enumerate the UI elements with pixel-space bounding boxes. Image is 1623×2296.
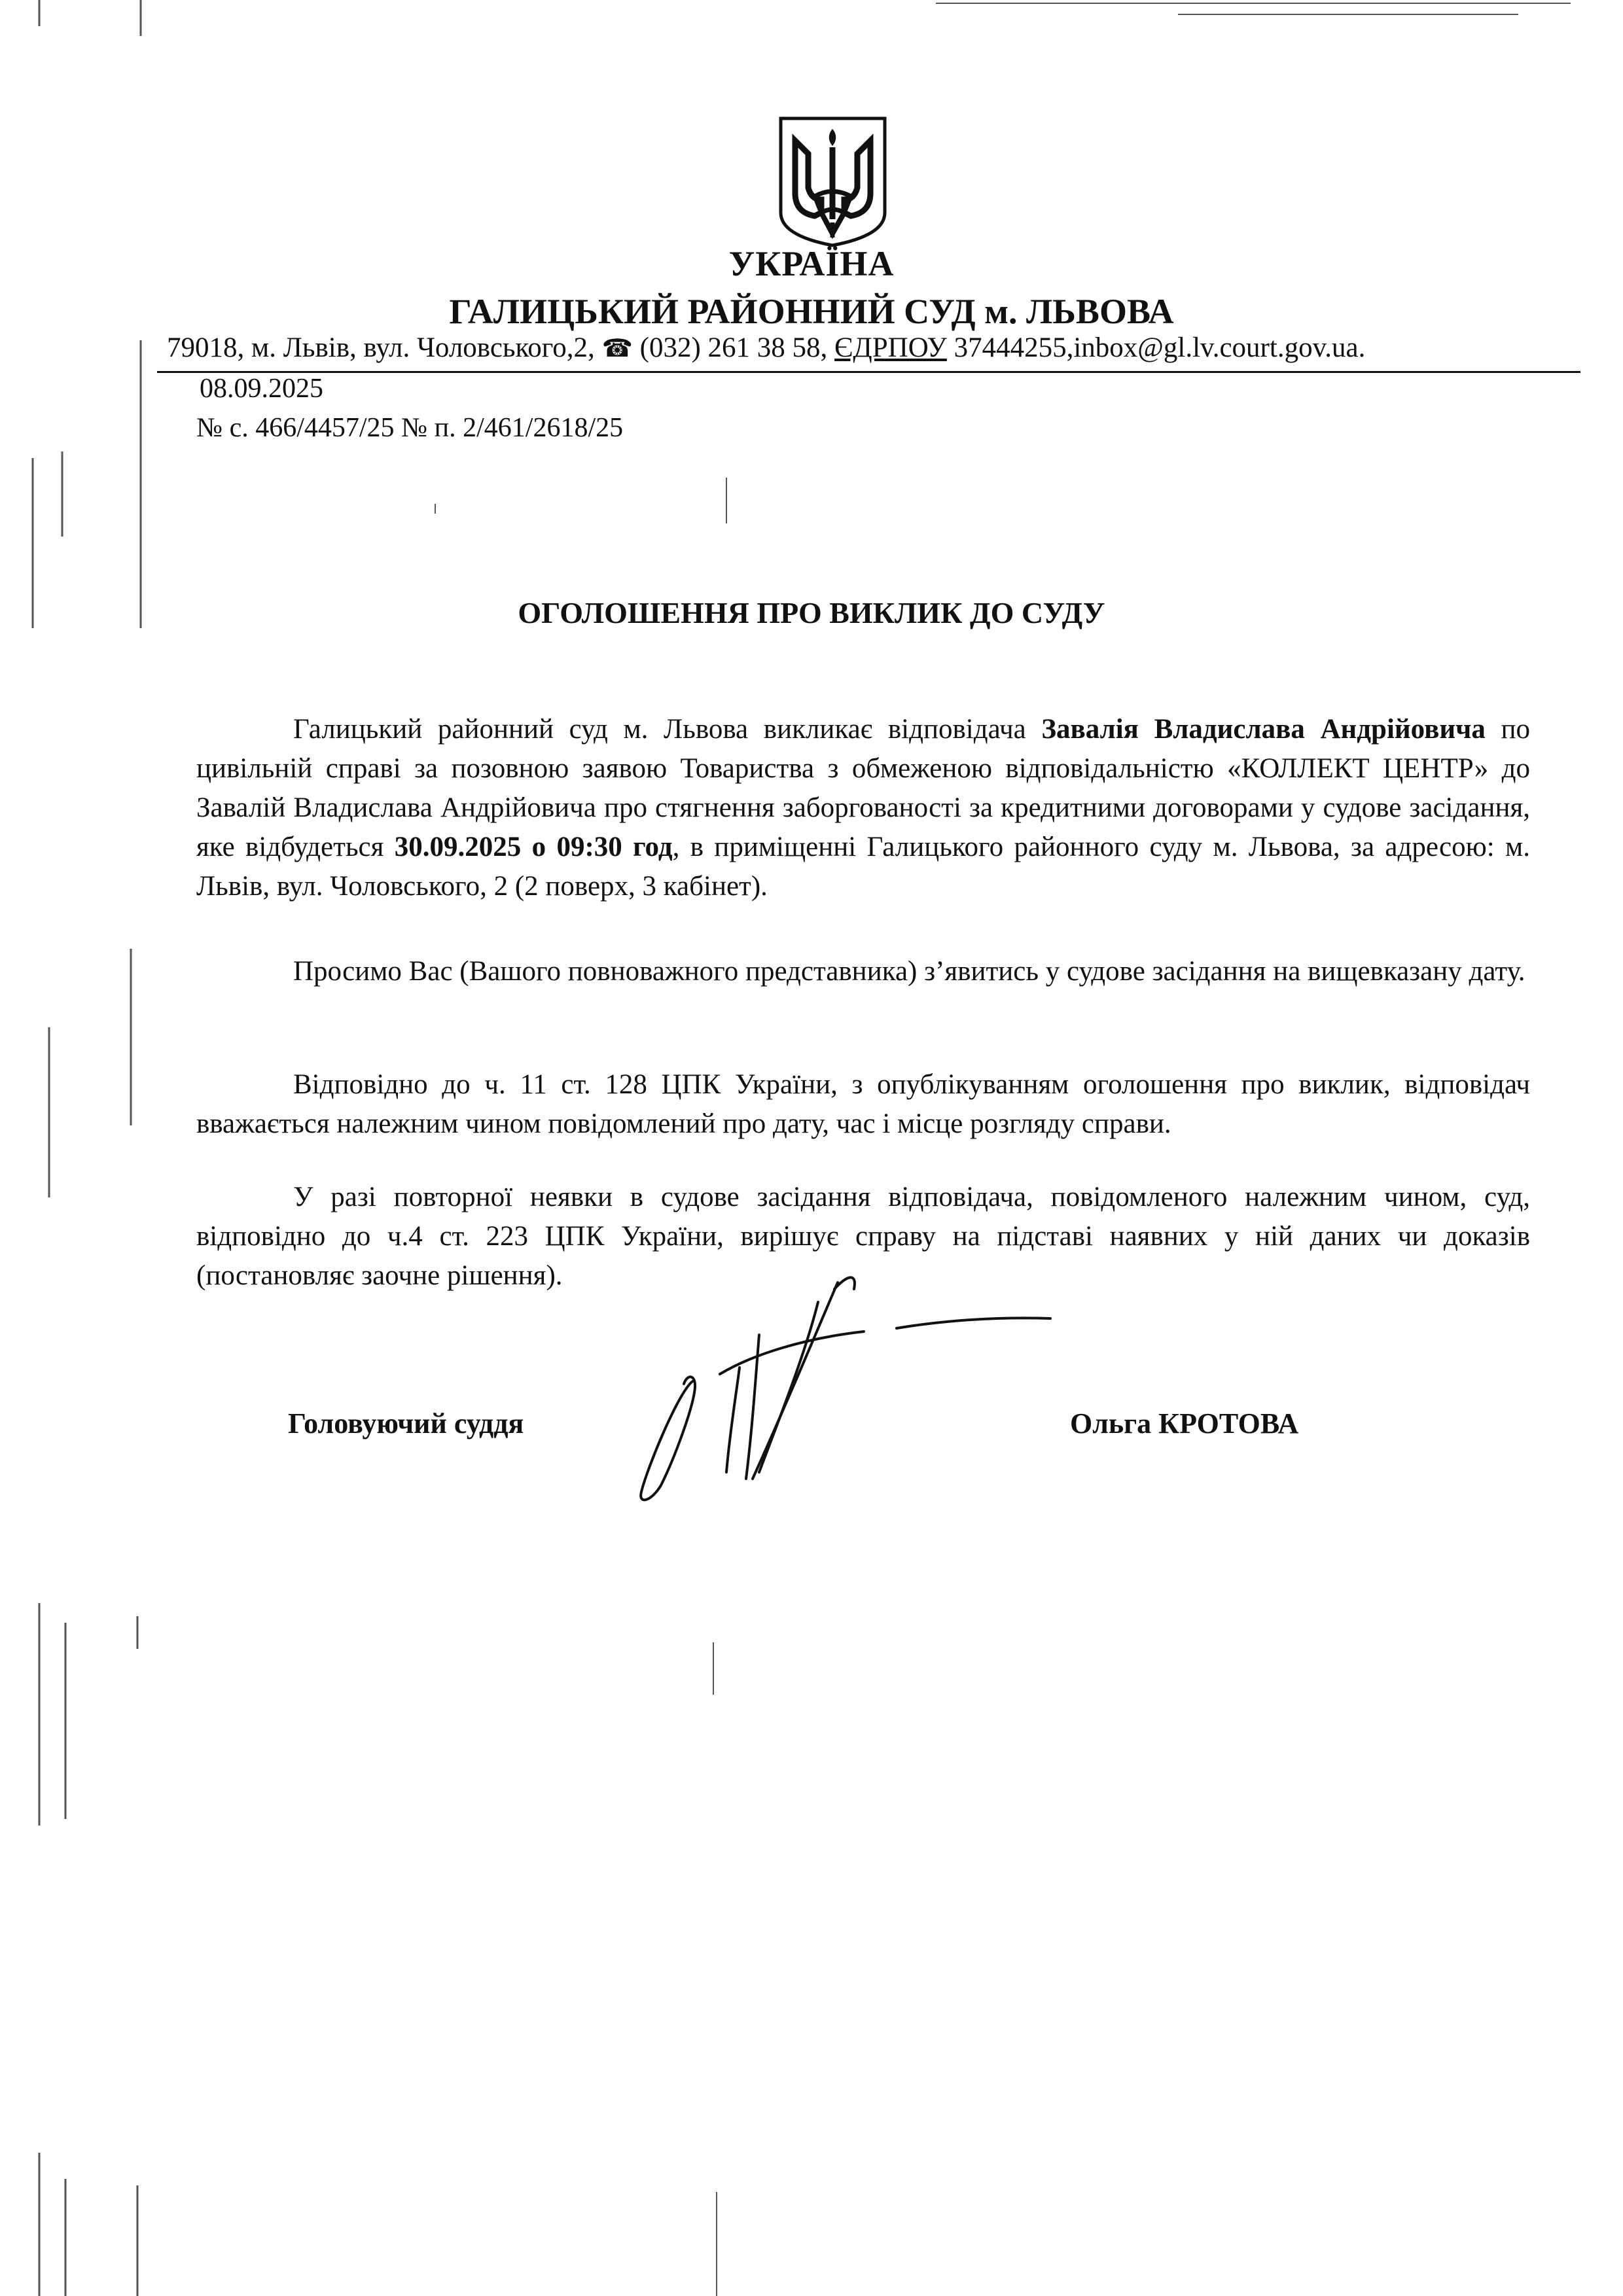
judge-role: Головуючий суддя [288, 1407, 524, 1439]
court-address-line [167, 332, 1365, 364]
paragraph-legal-notice [196, 1065, 1530, 1144]
p1-text-c: по цивільній справі за позовною заявою Товариства з обмеженою відповідальністю «КОЛЛЕКТ ЦЕНТР» до Завалій Владислава Андрійовича про стягнення заборгованості за кредитними договорами у судове засідання, яке відбудеться [196, 714, 1530, 862]
document-title: ОГОЛОШЕННЯ ПРО ВИКЛИК ДО СУДУ [518, 596, 1105, 629]
handwritten-signature [622, 1276, 1067, 1511]
edrpou-label: ЄДРПОУ [834, 332, 947, 363]
p1-text-e: , в приміщенні Галицького районного суду м. Львова, за адресою: м. Львів, вул. Чоловського, 2 (2 поверх, 3 кабінет). [196, 832, 1530, 902]
address-text: 79018, м. Львів, вул. Чоловського,2, [167, 332, 595, 363]
case-number: № с. 466/4457/25 № п. 2/461/2618/25 [196, 413, 624, 443]
ukraine-trident-icon [776, 115, 890, 249]
judge-name: Ольга КРОТОВА [1070, 1407, 1299, 1439]
telephone-icon: ☎ [601, 335, 633, 362]
court-name: ГАЛИЦЬКИЙ РАЙОННИЙ СУД м. ЛЬВОВА [449, 292, 1174, 331]
paragraph-summons [196, 710, 1530, 906]
p3-text: Відповідно до ч. 11 ст. 128 ЦПК України, з опублікуванням оголошення про виклик, відповідач вважається належним чином повідомлений про дату, час і місце розгляду справи. [196, 1069, 1530, 1139]
p2-text: Просимо Вас (Вашого повноважного представника) з’явитись у судове засідання на вищевказану дату. [293, 956, 1525, 987]
phone-number: (032) 261 38 58, [639, 332, 828, 363]
country-name: УКРАЇНА [728, 244, 895, 283]
p1-text-a: Галицький районний суд м. Львова викликає відповідача [293, 714, 1042, 745]
edrpou-and-email: 37444255,inbox@gl.lv.court.gov.ua. [954, 332, 1366, 363]
defendant-name: Завалія Владислава Андрійовича [1041, 714, 1486, 745]
hearing-datetime: 30.09.2025 о 09:30 год [394, 832, 673, 862]
document-date: 08.09.2025 [200, 374, 323, 404]
paragraph-request [196, 952, 1530, 991]
p4-text: У разі повторної неявки в судове засідання відповідача, повідомленого належним чином, суд, відповідно до ч.4 ст. 223 ЦПК України, вирішує справу на підставі наявних у ній даних чи доказів (постановляє заочне рішення). [196, 1182, 1530, 1291]
header-divider [157, 371, 1580, 373]
